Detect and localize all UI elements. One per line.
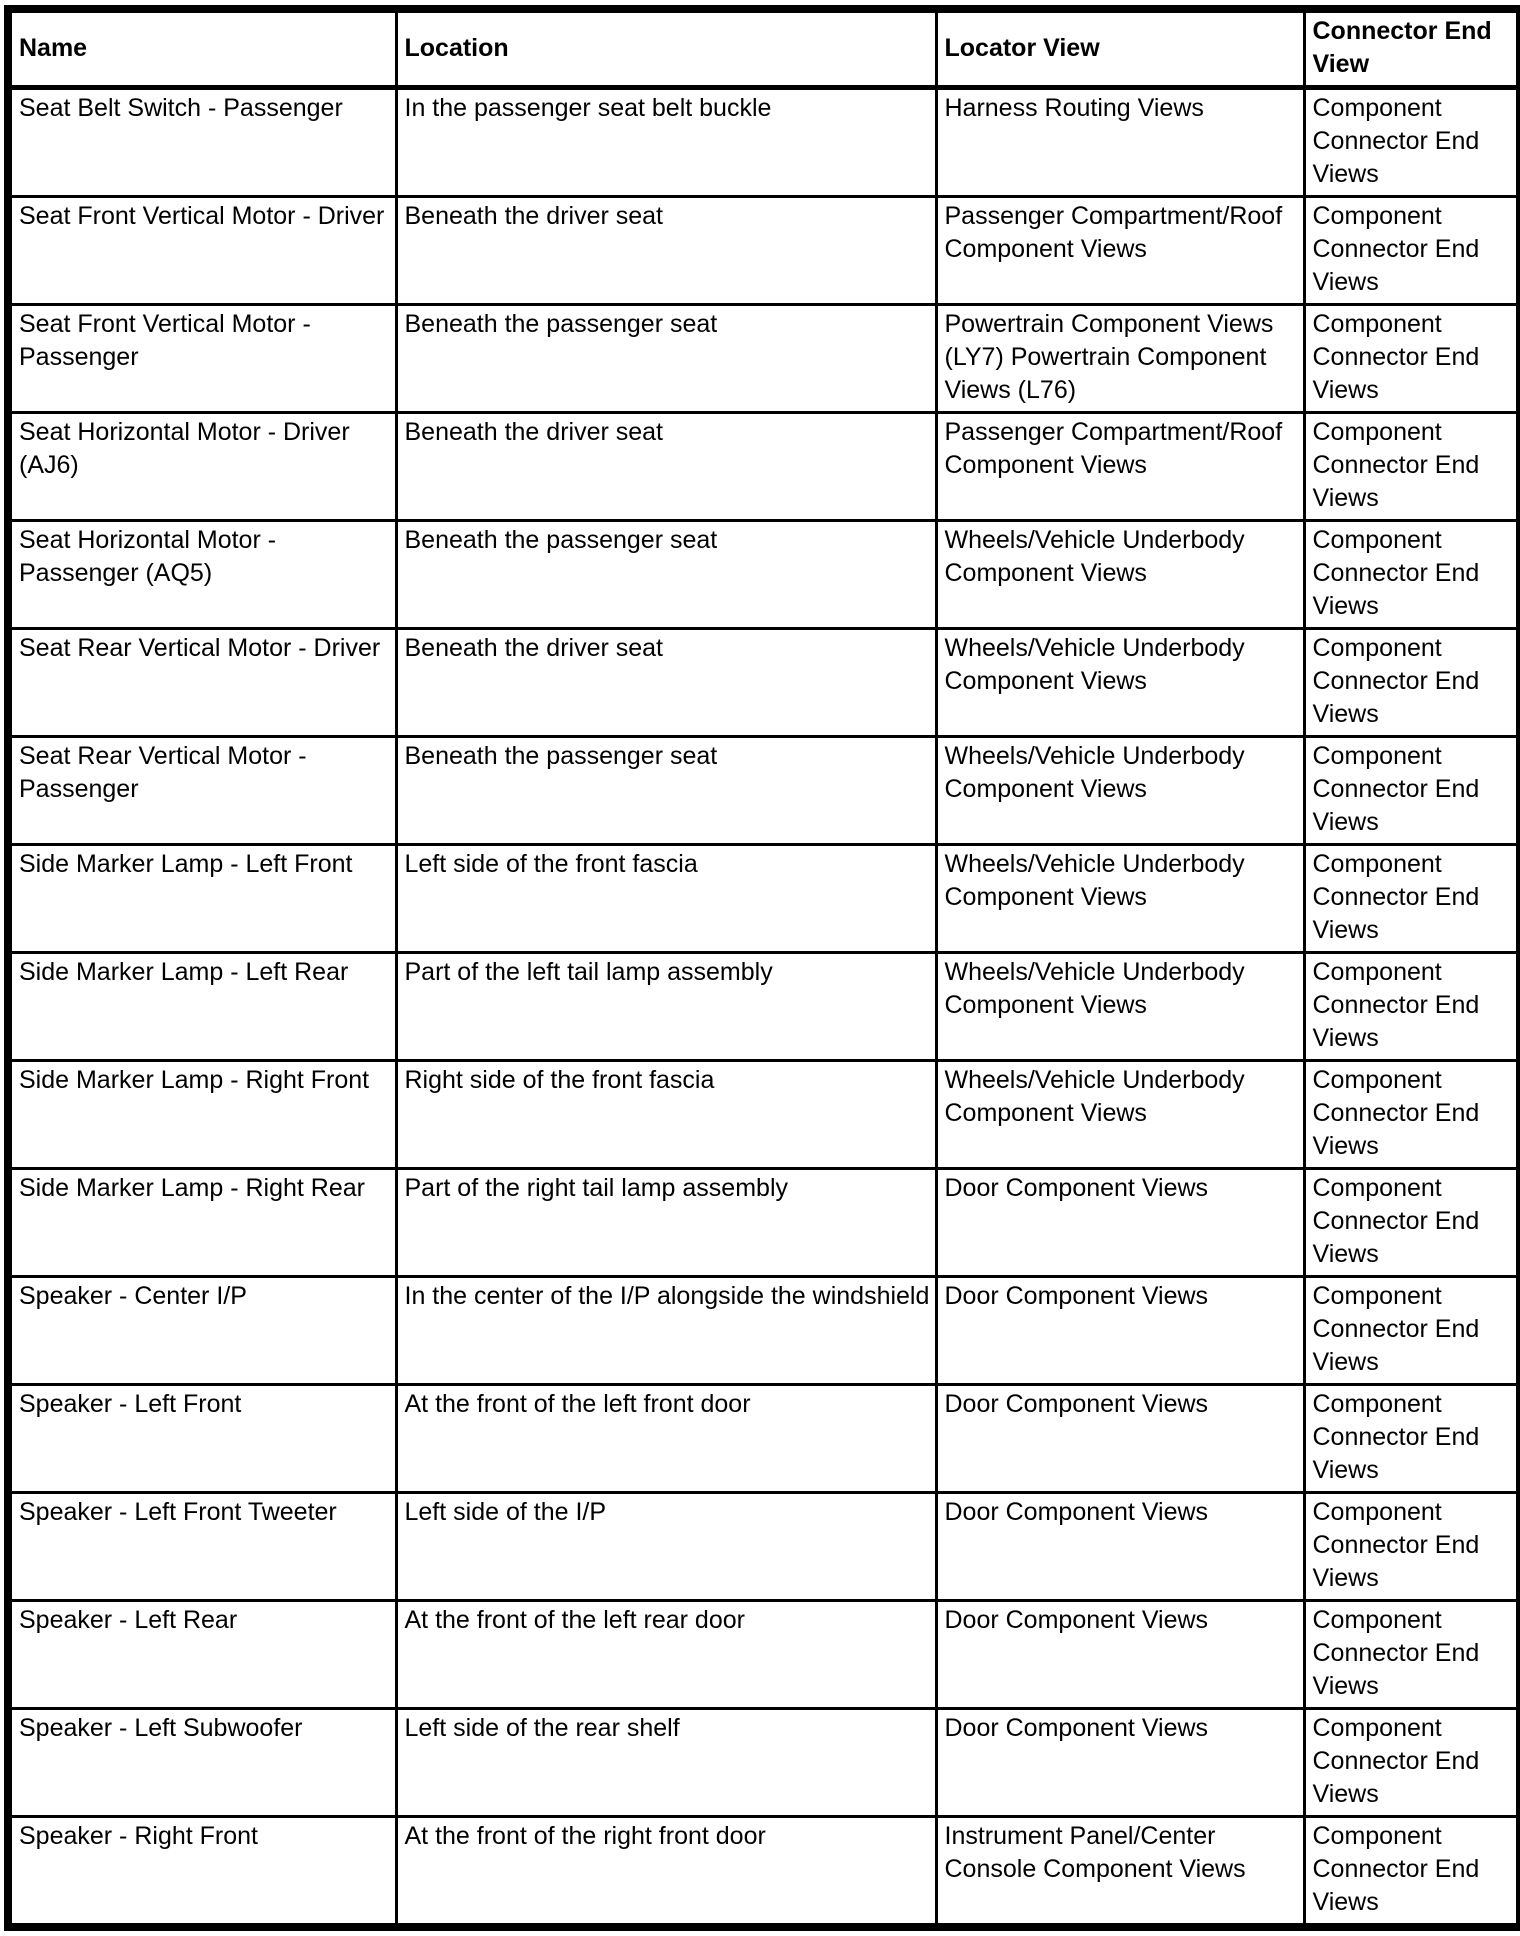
name-cell: Speaker - Left Front	[8, 1385, 396, 1493]
name-cell: Side Marker Lamp - Left Front	[8, 845, 396, 953]
table-row	[8, 1277, 1520, 1385]
connector-end-view-cell: Component Connector End Views	[1304, 845, 1520, 953]
locator-view-cell: Wheels/Vehicle Underbody Component Views	[936, 521, 1304, 629]
name-cell: Speaker - Left Front Tweeter	[8, 1493, 396, 1601]
connector-end-view-cell: Component Connector End Views	[1304, 1817, 1520, 1928]
location-cell: In the passenger seat belt buckle	[396, 88, 936, 197]
table-row	[8, 953, 1520, 1061]
locator-view-cell: Passenger Compartment/Roof Component Views	[936, 413, 1304, 521]
column-header-connector-end-view: Connector End View	[1304, 9, 1520, 88]
table-row	[8, 1061, 1520, 1169]
connector-end-view-cell: Component Connector End Views	[1304, 629, 1520, 737]
connector-end-view-cell: Component Connector End Views	[1304, 737, 1520, 845]
locator-view-cell: Powertrain Component Views (LY7) Powertrain Component Views (L76)	[936, 305, 1304, 413]
connector-end-view-cell: Component Connector End Views	[1304, 1169, 1520, 1277]
location-cell: Beneath the driver seat	[396, 629, 936, 737]
name-cell: Side Marker Lamp - Left Rear	[8, 953, 396, 1061]
locator-view-cell: Wheels/Vehicle Underbody Component Views	[936, 953, 1304, 1061]
table-row	[8, 1817, 1520, 1928]
locator-view-cell: Wheels/Vehicle Underbody Component Views	[936, 737, 1304, 845]
connector-end-view-cell: Component Connector End Views	[1304, 197, 1520, 305]
connector-end-view-cell: Component Connector End Views	[1304, 1061, 1520, 1169]
location-cell: Beneath the driver seat	[396, 413, 936, 521]
table-row	[8, 1169, 1520, 1277]
locator-view-cell: Passenger Compartment/Roof Component Views	[936, 197, 1304, 305]
locator-view-cell: Door Component Views	[936, 1385, 1304, 1493]
table-row	[8, 1601, 1520, 1709]
name-cell: Seat Rear Vertical Motor - Passenger	[8, 737, 396, 845]
connector-end-view-cell: Component Connector End Views	[1304, 413, 1520, 521]
table-row	[8, 521, 1520, 629]
connector-end-view-cell: Component Connector End Views	[1304, 1601, 1520, 1709]
table-row	[8, 629, 1520, 737]
table-row	[8, 1493, 1520, 1601]
connector-end-view-cell: Component Connector End Views	[1304, 88, 1520, 197]
name-cell: Seat Belt Switch - Passenger	[8, 88, 396, 197]
column-header-name: Name	[8, 9, 396, 88]
location-cell: At the front of the left front door	[396, 1385, 936, 1493]
connector-end-view-cell: Component Connector End Views	[1304, 521, 1520, 629]
connector-end-view-cell: Component Connector End Views	[1304, 1277, 1520, 1385]
table-row	[8, 413, 1520, 521]
location-cell: Part of the left tail lamp assembly	[396, 953, 936, 1061]
locator-view-cell: Door Component Views	[936, 1277, 1304, 1385]
location-cell: In the center of the I/P alongside the windshield	[396, 1277, 936, 1385]
locator-view-cell: Door Component Views	[936, 1169, 1304, 1277]
connector-end-view-cell: Component Connector End Views	[1304, 1385, 1520, 1493]
location-cell: Beneath the passenger seat	[396, 737, 936, 845]
name-cell: Seat Front Vertical Motor - Driver	[8, 197, 396, 305]
name-cell: Seat Front Vertical Motor - Passenger	[8, 305, 396, 413]
table-body	[8, 88, 1520, 1928]
name-cell: Speaker - Left Subwoofer	[8, 1709, 396, 1817]
name-cell: Speaker - Right Front	[8, 1817, 396, 1928]
connector-end-view-cell: Component Connector End Views	[1304, 1709, 1520, 1817]
locator-view-cell: Wheels/Vehicle Underbody Component Views	[936, 1061, 1304, 1169]
name-cell: Side Marker Lamp - Right Front	[8, 1061, 396, 1169]
location-cell: Beneath the passenger seat	[396, 305, 936, 413]
name-cell: Side Marker Lamp - Right Rear	[8, 1169, 396, 1277]
location-cell: Left side of the I/P	[396, 1493, 936, 1601]
table-row	[8, 1385, 1520, 1493]
table-row	[8, 305, 1520, 413]
column-header-locator-view: Locator View	[936, 9, 1304, 88]
component-locator-table	[4, 5, 1520, 1931]
locator-view-cell: Door Component Views	[936, 1493, 1304, 1601]
location-cell: Left side of the front fascia	[396, 845, 936, 953]
header-row	[8, 9, 1520, 88]
location-cell: At the front of the right front door	[396, 1817, 936, 1928]
name-cell: Seat Horizontal Motor - Passenger (AQ5)	[8, 521, 396, 629]
table-row	[8, 1709, 1520, 1817]
table-row	[8, 88, 1520, 197]
connector-end-view-cell: Component Connector End Views	[1304, 305, 1520, 413]
connector-end-view-cell: Component Connector End Views	[1304, 953, 1520, 1061]
locator-view-cell: Wheels/Vehicle Underbody Component Views	[936, 845, 1304, 953]
location-cell: Part of the right tail lamp assembly	[396, 1169, 936, 1277]
name-cell: Seat Rear Vertical Motor - Driver	[8, 629, 396, 737]
location-cell: Left side of the rear shelf	[396, 1709, 936, 1817]
location-cell: Beneath the passenger seat	[396, 521, 936, 629]
column-header-location: Location	[396, 9, 936, 88]
location-cell: At the front of the left rear door	[396, 1601, 936, 1709]
table-row	[8, 737, 1520, 845]
name-cell: Speaker - Left Rear	[8, 1601, 396, 1709]
table-row	[8, 197, 1520, 305]
locator-view-cell: Harness Routing Views	[936, 88, 1304, 197]
location-cell: Right side of the front fascia	[396, 1061, 936, 1169]
location-cell: Beneath the driver seat	[396, 197, 936, 305]
locator-view-cell: Wheels/Vehicle Underbody Component Views	[936, 629, 1304, 737]
locator-view-cell: Door Component Views	[936, 1601, 1304, 1709]
locator-view-cell: Door Component Views	[936, 1709, 1304, 1817]
table-row	[8, 845, 1520, 953]
connector-end-view-cell: Component Connector End Views	[1304, 1493, 1520, 1601]
name-cell: Speaker - Center I/P	[8, 1277, 396, 1385]
locator-view-cell: Instrument Panel/Center Console Component Views	[936, 1817, 1304, 1928]
name-cell: Seat Horizontal Motor - Driver (AJ6)	[8, 413, 396, 521]
